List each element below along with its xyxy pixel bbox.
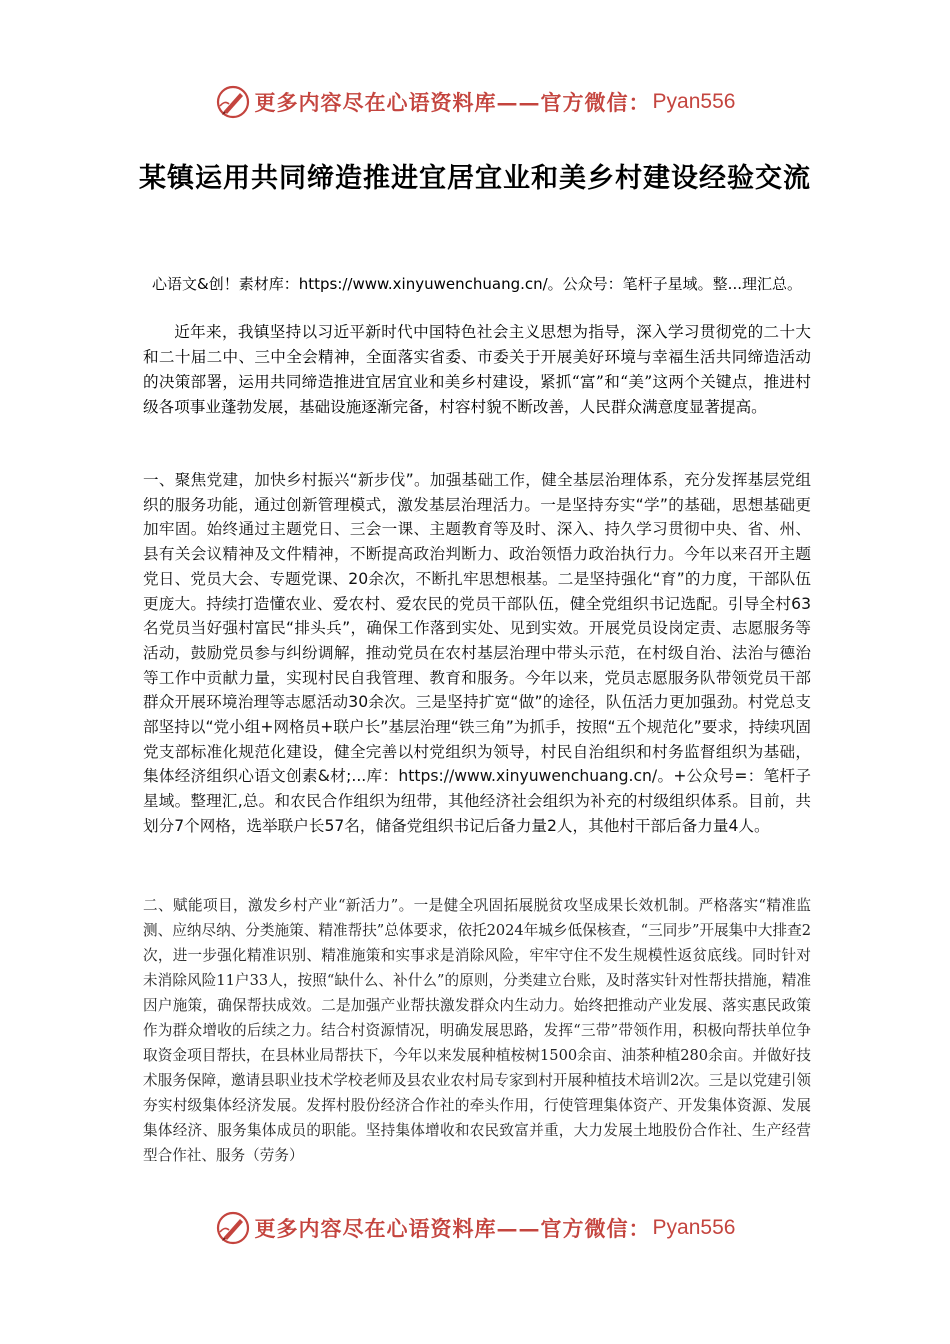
section-2-paragraph: 二、赋能项目，激发乡村产业“新活力”。一是健全巩固拓展脱贫攻坚成果长效机制。严格落实“精准监测、应纳尽纳、分类施策、精准帮扶”总体要求，依托2024年城乡低保核查，“三同步”开展集中大排查2次，进一步强化精准识别、精准施策和实事求是消除风险，牢牢守住不发生规模性返贫底线。同时针对未消除风险11户33人，按照“缺什么、补什么”的原则，分类建立台账，及时落实针对性帮扶措施，精准因户施策，确保帮扶成效。二是加强产业帮扶激发群众内生动力。始终把推动产业发展、落实惠民政策作为群众增收的后续之力。结合村资源情况，明确发展思路，发挥“三带”带领作用，积极向帮扶单位争取资金项目帮扶，在县林业局帮扶下，今年以来发展种植桉树1500余亩、油茶种植280余亩。并做好技术服务保障，邀请县职业技术学校老师及县农业农村局专家到村开展种植技术培训2次。三是以党建引领夯实村级集体经济发展。发挥村股份经济合作社的牵头作用，行使管理集体资产、开发集体资源、发展集体经济、服务集体成员的职能。坚持集体增收和农民致富并重，大力发展土地股份合作社、生产经营型合作社、服务（劳务） [143,897,811,1164]
footer-banner[interactable] [0,1206,950,1250]
page-title: 某镇运用共同缔造推进宜居宜业和美乡村建设经验交流 [139,163,811,194]
banner-text: 更多内容尽在心语资料库——官方微信： [254,1216,651,1241]
pen-logo-icon [215,1210,251,1246]
intro-paragraph: 近年来，我镇坚持以习近平新时代中国特色社会主义思想为指导，深入学习贯彻党的二十大和二十届二中、三中全会精神，全面落实省委、市委关于开展美好环境与幸福生活共同缔造活动的决策部署，运用共同缔造推进宜居宜业和美乡村建设，紧抓“富”和“美”这两个关键点，推进村级各项事业蓬勃发展，基础设施逐渐完备，村容村貌不断改善，人民群众满意度显著提高。 [143,323,811,416]
header-banner[interactable] [0,80,950,124]
banner-wechat-id: Pyan556 [652,1216,736,1239]
source-line: 心语文&创！素材库：https://www.xinyuwenchuang.cn/。公众号：笔杆子星域。整...理汇总。 [152,275,802,293]
banner-text: 更多内容尽在心语资料库——官方微信： [254,90,651,115]
banner-wechat-id: Pyan556 [652,90,736,113]
section-1-paragraph: 一、聚焦党建，加快乡村振兴“新步伐”。加强基础工作，健全基层治理体系，充分发挥基层党组织的服务功能，通过创新管理模式，激发基层治理活力。一是坚持夯实“学”的基础，思想基础更加牢固。始终通过主题党日、三会一课、主题教育等及时、深入、持久学习贯彻中央、省、州、县有关会议精神及文件精神，不断提高政治判断力、政治领悟力政治执行力。今年以来召开主题党日、党员大会、专题党课、20余次，不断扎牢思想根基。二是坚持强化“育”的力度，干部队伍更庞大。持续打造懂农业、爱农村、爱农民的党员干部队伍，健全党组织书记选配。引导全村63名党员当好强村富民“排头兵”，确保工作落到实处、见到实效。开展党员设岗定责、志愿服务等活动，鼓励党员参与纠纷调解，推动党员在农村基层治理中带头示范，在村级自治、法治与德治等工作中贡献力量，实现村民自我管理、教育和服务。今年以来，党员志愿服务队带领党员干部群众开展环境治理等志愿活动30余次。三是坚持扩宽“做”的途径，队伍活力更加强劲。村党总支部坚持以“党小组+网格员+联户长”基层治理“铁三角”为抓手，按照“五个规范化”要求，持续巩固党支部标准化规范化建设，健全完善以村党组织为领导，村民自治组织和村务监督组织为基础，集体经济组织心语文创素&材;...库：https://www.xinyuwenchuang.cn/。+公众号=：笔杆子星域。整理汇,总。和农民合作组织为纽带，其他经济社会组织为补充的村级组织体系。目前，共划分7个网格，选举联户长57名，储备党组织书记后备力量2人，其他村干部后备力量4人。 [143,471,811,835]
pen-logo-icon [215,84,251,120]
